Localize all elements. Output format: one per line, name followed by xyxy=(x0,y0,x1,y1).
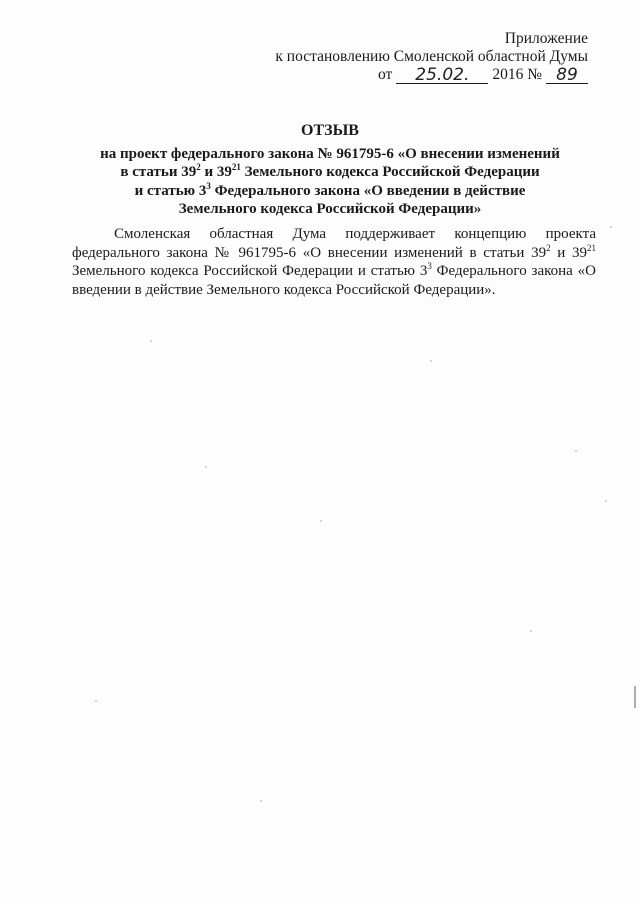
body-paragraph: Смоленская областная Дума поддерживает концепцию проекта федерального закона № 961795-6 «О внесении изменений в статьи $39^2$ и $39^{21}$ Земельного кодекса Российской Федерации и статью $3^3$ Федерального закона «О введении в действие Земельного кодекса Российской Федерации». xyxy=(72,226,597,298)
scan-edge-mark xyxy=(634,686,636,708)
scan-speck xyxy=(95,700,97,702)
date-prefix: от xyxy=(378,66,393,83)
scan-speck xyxy=(150,340,152,342)
scan-speck xyxy=(530,630,532,632)
scan-speck xyxy=(610,226,612,228)
title-line-4: Земельного кодекса Российской Федерации» xyxy=(178,201,482,217)
scan-speck xyxy=(260,800,262,802)
scan-speck xyxy=(430,360,432,362)
year-number-label: 2016 № xyxy=(492,66,542,83)
appendix-label: Приложение xyxy=(504,30,588,47)
scan-speck xyxy=(205,466,207,468)
title-line-3: и статью $3^3$ Федерального закона «О введении в действие xyxy=(134,180,526,199)
scan-speck xyxy=(575,450,577,452)
title-line-1: на проект федерального закона № 961795-6 «О внесении изменений xyxy=(100,145,560,162)
appendix-header xyxy=(275,30,588,84)
scan-speck xyxy=(605,500,607,502)
document-title xyxy=(60,122,600,219)
scan-speck xyxy=(320,520,322,522)
handwritten-number: 89 xyxy=(546,67,588,84)
title-line-2: в статьи $39^2$ и $39^{21}$ Земельного кодекса Российской Федерации xyxy=(120,162,540,180)
handwritten-date: 25.02. xyxy=(396,67,488,84)
date-number-line xyxy=(275,66,588,84)
title-heading: ОТЗЫВ xyxy=(301,122,359,139)
resolution-reference: к постановлению Смоленской областной Думы xyxy=(275,48,588,65)
